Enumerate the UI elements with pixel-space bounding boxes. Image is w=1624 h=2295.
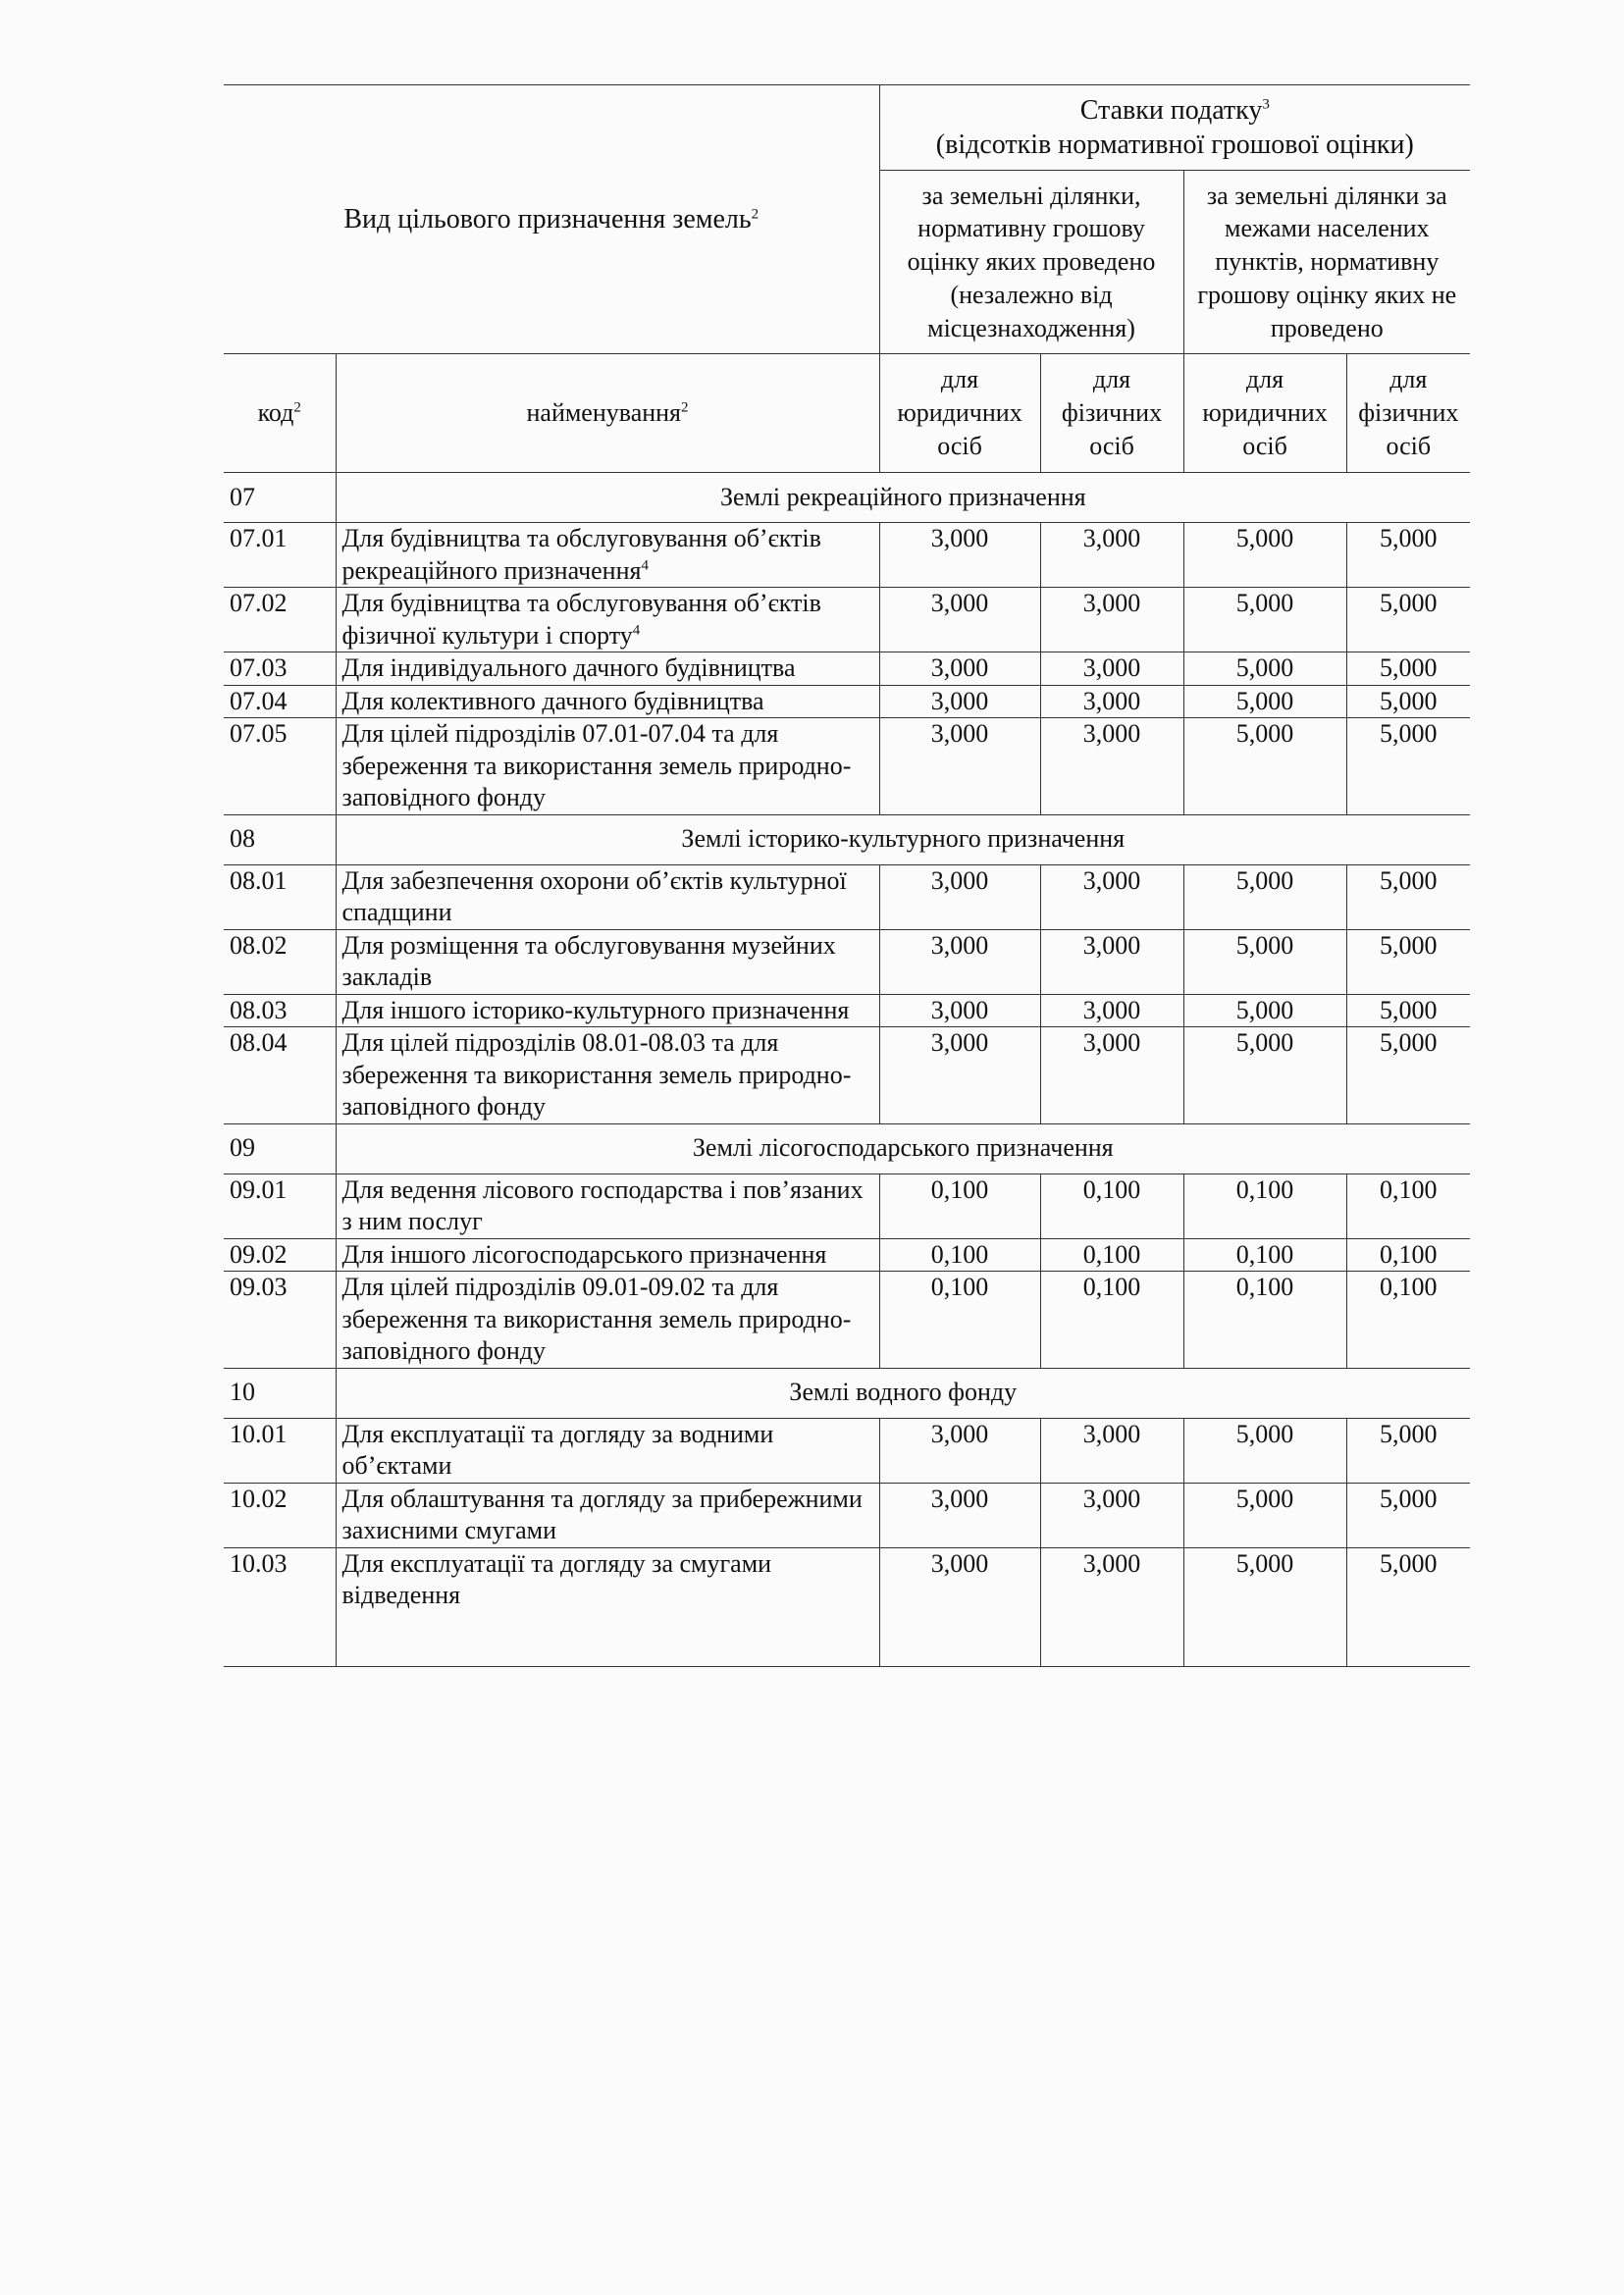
rate-not-assessed-physical: 0,100 — [1346, 1272, 1470, 1369]
row-name-cell — [336, 1547, 879, 1666]
table-row — [224, 1418, 1470, 1483]
header-code — [224, 354, 336, 473]
rate-assessed-physical: 3,000 — [1040, 588, 1183, 652]
rate-assessed-physical: 3,000 — [1040, 652, 1183, 686]
rate-not-assessed-legal: 5,000 — [1183, 652, 1346, 686]
section-code: 07 — [224, 473, 336, 523]
row-name-cell — [336, 1174, 879, 1238]
row-code: 07.03 — [224, 652, 336, 686]
section-title: Землі водного фонду — [336, 1368, 1470, 1418]
rate-not-assessed-physical: 5,000 — [1346, 1547, 1470, 1666]
rate-not-assessed-physical: 5,000 — [1346, 929, 1470, 994]
rate-not-assessed-legal: 5,000 — [1183, 929, 1346, 994]
footnote-mark: 4 — [632, 621, 641, 638]
row-code: 09.01 — [224, 1174, 336, 1238]
row-name-cell — [336, 718, 879, 815]
rate-not-assessed-legal: 5,000 — [1183, 1483, 1346, 1547]
rate-not-assessed-physical: 5,000 — [1346, 1027, 1470, 1124]
rate-assessed-legal: 0,100 — [879, 1174, 1040, 1238]
row-name: Для цілей підрозділів 09.01-09.02 та для збереження та використання земель природно-заповідного фонду — [341, 1273, 852, 1365]
rate-assessed-legal: 0,100 — [879, 1238, 1040, 1272]
rate-not-assessed-legal: 5,000 — [1183, 685, 1346, 718]
header-code-label: код — [257, 397, 294, 427]
header-not-assessed-physical: для фізичних осіб — [1346, 354, 1470, 473]
rate-assessed-legal: 3,000 — [879, 994, 1040, 1027]
rate-not-assessed-legal: 5,000 — [1183, 718, 1346, 815]
section-code: 08 — [224, 814, 336, 864]
table-row — [224, 864, 1470, 929]
section-title: Землі історико-культурного призначення — [336, 814, 1470, 864]
rate-not-assessed-physical: 0,100 — [1346, 1238, 1470, 1272]
header-group-assessed: за земельні ділянки, нормативну грошову оцінку яких проведено (незалежно від місцезнаходження) — [879, 171, 1183, 354]
rate-assessed-legal: 0,100 — [879, 1272, 1040, 1369]
rate-assessed-legal: 3,000 — [879, 929, 1040, 994]
rate-not-assessed-physical: 5,000 — [1346, 994, 1470, 1027]
footnote-mark: 4 — [641, 556, 649, 573]
header-name — [336, 354, 879, 473]
header-land-purpose-text: Вид цільового призначення земель — [343, 204, 752, 235]
rate-assessed-physical: 3,000 — [1040, 1027, 1183, 1124]
row-name: Для колективного дачного будівництва — [341, 686, 764, 715]
row-name: Для розміщення та обслуговування музейних закладів — [341, 930, 836, 991]
rate-assessed-legal: 3,000 — [879, 523, 1040, 588]
row-name: Для будівництва та обслуговування об’єктів фізичної культури і спорту — [341, 589, 821, 650]
header-tax-rates-title: Ставки податку — [1079, 95, 1263, 126]
table-row — [224, 718, 1470, 815]
header-assessed-legal: для юридичних осіб — [879, 354, 1040, 473]
rate-assessed-physical: 0,100 — [1040, 1174, 1183, 1238]
header-not-assessed-legal: для юридичних осіб — [1183, 354, 1346, 473]
table-row — [224, 1483, 1470, 1547]
footnote-mark: 3 — [1262, 96, 1270, 113]
rate-assessed-legal: 3,000 — [879, 588, 1040, 652]
header-group-not-assessed: за земельні ділянки за межами населених пунктів, нормативну грошову оцінку яких не проведено — [1183, 171, 1470, 354]
row-name-cell — [336, 1483, 879, 1547]
rate-assessed-legal: 3,000 — [879, 864, 1040, 929]
row-name: Для іншого лісогосподарського призначення — [341, 1239, 827, 1269]
rate-assessed-physical: 3,000 — [1040, 1547, 1183, 1666]
row-name-cell — [336, 994, 879, 1027]
tax-rates-table — [224, 84, 1470, 1667]
footnote-mark: 2 — [681, 399, 689, 416]
table-row — [224, 1547, 1470, 1666]
row-name: Для експлуатації та догляду за смугами відведення — [341, 1548, 772, 1609]
rate-not-assessed-physical: 5,000 — [1346, 685, 1470, 718]
row-name-cell — [336, 652, 879, 686]
rate-not-assessed-physical: 5,000 — [1346, 588, 1470, 652]
header-tax-rates — [879, 85, 1470, 171]
row-name-cell — [336, 1238, 879, 1272]
table-row — [224, 929, 1470, 994]
rate-not-assessed-physical: 5,000 — [1346, 864, 1470, 929]
rate-not-assessed-physical: 5,000 — [1346, 718, 1470, 815]
row-name-cell — [336, 588, 879, 652]
rate-not-assessed-legal: 0,100 — [1183, 1238, 1346, 1272]
rate-assessed-physical: 0,100 — [1040, 1238, 1183, 1272]
row-code: 07.02 — [224, 588, 336, 652]
rate-assessed-physical: 3,000 — [1040, 523, 1183, 588]
rate-not-assessed-legal: 5,000 — [1183, 1547, 1346, 1666]
rate-not-assessed-physical: 0,100 — [1346, 1174, 1470, 1238]
header-land-purpose-kind — [224, 85, 879, 354]
rate-not-assessed-physical: 5,000 — [1346, 1418, 1470, 1483]
row-code: 08.03 — [224, 994, 336, 1027]
table-row — [224, 1272, 1470, 1369]
row-name: Для іншого історико-культурного призначення — [341, 995, 850, 1024]
section-row — [224, 1368, 1470, 1418]
table-row — [224, 1174, 1470, 1238]
footnote-mark: 2 — [751, 206, 760, 223]
rate-not-assessed-legal: 5,000 — [1183, 523, 1346, 588]
row-code: 07.01 — [224, 523, 336, 588]
row-code: 08.04 — [224, 1027, 336, 1124]
header-assessed-physical: для фізичних осіб — [1040, 354, 1183, 473]
section-code: 09 — [224, 1123, 336, 1174]
row-name: Для облаштування та догляду за прибережними захисними смугами — [341, 1484, 863, 1544]
rate-assessed-legal: 3,000 — [879, 652, 1040, 686]
row-code: 10.02 — [224, 1483, 336, 1547]
header-tax-rates-subtitle: (відсотків нормативної грошової оцінки) — [935, 130, 1414, 160]
section-title: Землі лісогосподарського призначення — [336, 1123, 1470, 1174]
table-row — [224, 1238, 1470, 1272]
row-code: 09.02 — [224, 1238, 336, 1272]
rate-not-assessed-legal: 5,000 — [1183, 588, 1346, 652]
row-name-cell — [336, 523, 879, 588]
rate-assessed-legal: 3,000 — [879, 1027, 1040, 1124]
row-name-cell — [336, 864, 879, 929]
rate-assessed-physical: 3,000 — [1040, 864, 1183, 929]
table-row — [224, 523, 1470, 588]
row-name-cell — [336, 1418, 879, 1483]
table-row — [224, 685, 1470, 718]
section-row — [224, 814, 1470, 864]
row-name-cell — [336, 929, 879, 994]
row-code: 08.02 — [224, 929, 336, 994]
row-code: 10.01 — [224, 1418, 336, 1483]
row-name-cell — [336, 685, 879, 718]
rate-not-assessed-physical: 5,000 — [1346, 523, 1470, 588]
row-name: Для цілей підрозділів 08.01-08.03 та для збереження та використання земель природно-заповідного фонду — [341, 1028, 852, 1121]
section-title: Землі рекреаційного призначення — [336, 473, 1470, 523]
row-code: 07.05 — [224, 718, 336, 815]
row-name: Для індивідуального дачного будівництва — [341, 653, 796, 682]
rate-not-assessed-legal: 5,000 — [1183, 1027, 1346, 1124]
rate-not-assessed-legal: 0,100 — [1183, 1272, 1346, 1369]
row-name-cell — [336, 1027, 879, 1124]
table-row — [224, 588, 1470, 652]
header-name-label: найменування — [526, 397, 682, 427]
row-code: 08.01 — [224, 864, 336, 929]
row-name: Для забезпечення охорони об’єктів культурної спадщини — [341, 865, 847, 926]
rate-assessed-physical: 0,100 — [1040, 1272, 1183, 1369]
row-name: Для експлуатації та догляду за водними об’єктами — [341, 1419, 774, 1480]
rate-assessed-legal: 3,000 — [879, 1483, 1040, 1547]
footnote-mark: 2 — [293, 399, 301, 416]
rate-assessed-legal: 3,000 — [879, 1418, 1040, 1483]
row-name-cell — [336, 1272, 879, 1369]
rate-assessed-physical: 3,000 — [1040, 718, 1183, 815]
rate-not-assessed-physical: 5,000 — [1346, 652, 1470, 686]
row-name: Для будівництва та обслуговування об’єктів рекреаційного призначення — [341, 524, 821, 585]
rate-not-assessed-physical: 5,000 — [1346, 1483, 1470, 1547]
table-row — [224, 652, 1470, 686]
rate-assessed-legal: 3,000 — [879, 685, 1040, 718]
row-code: 10.03 — [224, 1547, 336, 1666]
row-code: 09.03 — [224, 1272, 336, 1369]
rate-assessed-legal: 3,000 — [879, 718, 1040, 815]
row-name: Для цілей підрозділів 07.01-07.04 та для збереження та використання земель природно-заповідного фонду — [341, 719, 852, 811]
rate-assessed-physical: 3,000 — [1040, 929, 1183, 994]
rate-assessed-physical: 3,000 — [1040, 685, 1183, 718]
row-code: 07.04 — [224, 685, 336, 718]
section-code: 10 — [224, 1368, 336, 1418]
rate-not-assessed-legal: 0,100 — [1183, 1174, 1346, 1238]
table-row — [224, 1027, 1470, 1124]
section-row — [224, 473, 1470, 523]
rate-assessed-physical: 3,000 — [1040, 1483, 1183, 1547]
table-row — [224, 994, 1470, 1027]
rate-not-assessed-legal: 5,000 — [1183, 864, 1346, 929]
rate-assessed-legal: 3,000 — [879, 1547, 1040, 1666]
rate-assessed-physical: 3,000 — [1040, 994, 1183, 1027]
rate-not-assessed-legal: 5,000 — [1183, 1418, 1346, 1483]
rate-not-assessed-legal: 5,000 — [1183, 994, 1346, 1027]
row-name: Для ведення лісового господарства і пов’язаних з ним послуг — [341, 1174, 864, 1235]
section-row — [224, 1123, 1470, 1174]
rate-assessed-physical: 3,000 — [1040, 1418, 1183, 1483]
